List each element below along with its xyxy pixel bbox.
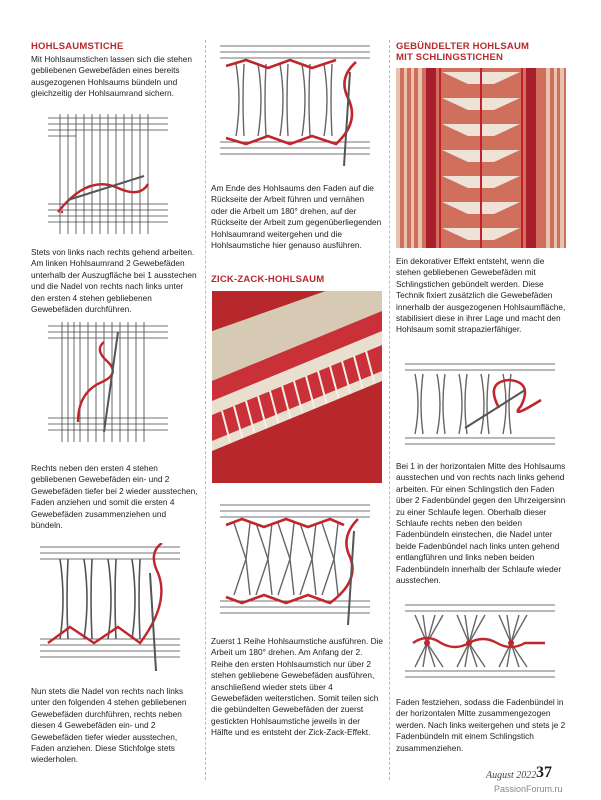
section-heading-buendel-2: MIT SCHLINGSTICHEN — [396, 52, 504, 63]
issue-date: August 2022 — [486, 770, 537, 781]
diagram-step1 — [48, 114, 168, 234]
photo-zigzag-hem — [212, 291, 382, 483]
intro-text: Mit Hohlsaumstichen lassen sich die stehen gebliebenen Gewebefäden eines bereits ausgezogenen Hohlsaums bündeln und gleichzeitig der Hohlsaumrand sichern. — [31, 54, 192, 99]
column-divider — [389, 40, 391, 780]
step3-text: Nun stets die Nadel von rechts nach links unter den folgenden 4 stehen gebliebenen Gewebefäden durchführen, rechts neben diesen 4 Gewebefäden ein- und 2 Gewebefäden tiefer wieder ausstechen, Faden anziehen. Diese Stichfolge stets wiederholen. — [31, 686, 187, 765]
diagram-zigzag — [220, 501, 370, 626]
step2-text: Rechts neben den ersten 4 stehen gebliebenen Gewebefäden ein- und 2 Gewebefäden tiefer bei 2 wieder ausstechen, Faden anziehen und somit die ersten 4 Gewebefäden zusammenziehen und bündeln. — [31, 463, 198, 531]
page-number: 37 — [536, 764, 552, 781]
photo-bundled-hem — [396, 68, 566, 248]
step1-text: Stets von links nach rechts gehend arbeiten. Am linken Hohlsaumrand 2 Gewebefäden unterhalb der Auszugfläche bei 1 ausstechen und die Nadel von rechts nach links unter den ersten 4 stehen gebliebenen Gewebefäden durchführen. — [31, 247, 197, 315]
diagram-step3 — [40, 543, 180, 673]
column-divider — [205, 40, 207, 780]
diagram-step2 — [48, 322, 168, 442]
section-heading-zick-zack: ZICK-ZACK-HOHLSAUM — [211, 274, 325, 285]
diagram-loop-stitch — [405, 362, 555, 452]
diagram-bundled-result — [405, 603, 555, 683]
end-of-hem-text: Am Ende des Hohlsaums den Faden auf die Rückseite der Arbeit führen und vernähen oder die Arbeit um 180° drehen, auf der Rückseite der Arbeit zum gegenüberliegenden Hohlsaumrand weitergehen und die Hohlsaumstiche hier genauso ausführen. — [211, 183, 382, 251]
diagram-end-of-hem — [220, 42, 370, 167]
bundled-result-text: Faden festziehen, sodass die Fadenbündel in der horizontalen Mitte zusammengezogen werden. Nach links weitergehen und stets je 2 Fadenbündeln mit einem Schlingstich zusammenziehen. — [396, 697, 566, 753]
loop-stitch-text: Bei 1 in der horizontalen Mitte des Hohlsaums ausstechen und von rechts nach links gehend arbeiten. Für einen Schlingstich den Faden über 2 Fadenbündel gegen den Uhrzeigersinn zu einer Schlaufe legen. Oberhalb dieser Schlaufe rechts neben den beiden Fadenbündeln einstechen, die Nadel unter beide Fadenbündel nach links unten gehend entlangführen und links neben beiden Fadenbündeln innerhalb der Schlaufe wieder ausstechen. — [396, 461, 566, 586]
zigzag-text: Zuerst 1 Reihe Hohlsaumstiche ausführen. Die Arbeit um 180° drehen. Am Anfang der 2. Reihe den ersten Hohlsaumstich nur über 2 stehen gebliebene Gewebefäden ausführen, anschließend wieder stets über 4 Gewebefäden weiterstichen. Somit teilen sich die gebündelten Gewebefäden der zuerst gestickten Hohlsaumstiche jeweils in der Hälfte und es entsteht der Zick-Zack-Effekt. — [211, 636, 384, 738]
section-heading-hohlsaumstiche: HOHLSAUMSTICHE — [31, 41, 124, 52]
bundled-intro-text: Ein dekorativer Effekt entsteht, wenn die stehen gebliebenen Gewebefäden mit Schlingstichen gebündelt werden. Diese Technik fixiert zusätzlich die Gewebefäden innerhalb der ausgezogenen Hohlsaumfläche, stabilisiert diese in ihrer Lage und macht den Hohlsaum somit strapazierfähiger. — [396, 256, 566, 335]
section-heading-buendel-1: GEBÜNDELTER HOHLSAUM — [396, 41, 530, 52]
watermark: PassionForum.ru — [494, 784, 563, 794]
